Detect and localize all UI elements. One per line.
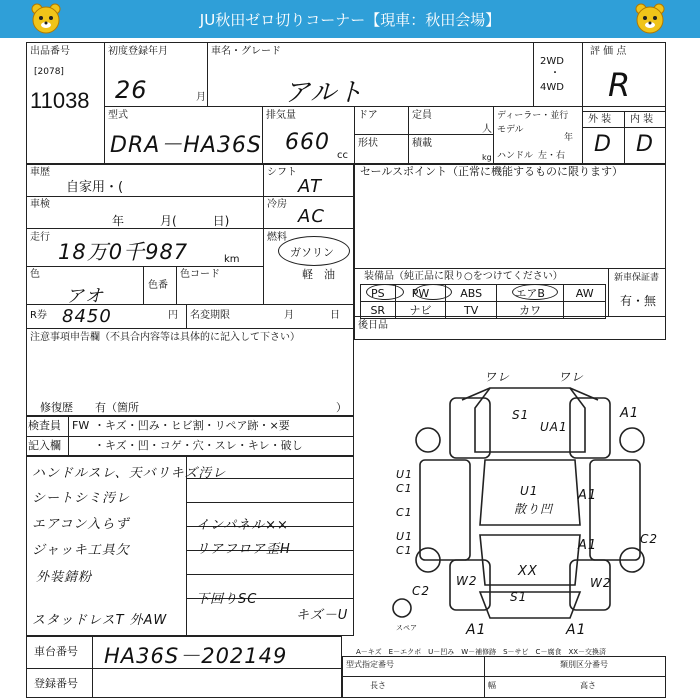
first-registration-year: 26 [115, 76, 148, 104]
new-warranty-value: 有・無 [620, 294, 657, 308]
note-line-5: 外装錆粉 [36, 570, 93, 585]
check-row-1: ・キズ・凹み・ヒビ割・リペア跡・×要 [94, 419, 290, 432]
note-line-2: シートシミ汚レ [32, 491, 131, 506]
registration-number-label: 登録番号 [34, 677, 78, 690]
mark-c2-left: C2 [412, 584, 431, 598]
mark-right-a1b: A1 [578, 538, 598, 553]
load-label: 積載 [412, 138, 432, 149]
equipment-aw: AW [564, 285, 606, 302]
note-line-6: スタッドレスT 外AW [32, 613, 168, 628]
color-label: 色 [30, 269, 40, 280]
wd-separator: ・ [550, 68, 560, 79]
aircon-value: AC [298, 206, 325, 227]
shift-label: シフト [267, 167, 297, 178]
inspector-label: 検査員 [28, 419, 61, 432]
interior-label: 内 装 [630, 114, 654, 125]
entry-label: 記入欄 [28, 439, 61, 452]
ps-circle-mark [366, 284, 404, 300]
model-code: DRA－HA36S [110, 133, 262, 158]
name-change-day: 日 [330, 310, 340, 321]
equipment-abs: ABS [446, 285, 497, 302]
mark-left-u1: U1 [396, 468, 414, 481]
equipment-leather: カワ [496, 302, 563, 319]
mark-w2-right: W2 [590, 576, 612, 590]
fuel-light-oil: 軽 油 [302, 268, 335, 281]
4wd-label: 4WD [540, 82, 564, 93]
width-label: 幅 [488, 681, 496, 690]
equipment-sr: SR [361, 302, 396, 319]
name-change-label: 名変期限 [190, 310, 230, 321]
mark-right-front: A1 [620, 406, 640, 421]
damage-legend: A－キズ E－エクボ U－凹み W－補修跡 S－サビ C－腐食 XX－交換済 [356, 648, 607, 656]
new-warranty-label: 新車保証書 [614, 273, 660, 283]
note-right-3: 下回りSC [196, 592, 258, 607]
model-label: 型式 [108, 110, 128, 121]
2wd-label: 2WD [540, 56, 564, 67]
equipment-tv: TV [446, 302, 497, 319]
note-line-3: エアコン入らず [32, 517, 130, 532]
equipment-airbag: エアB [496, 285, 563, 302]
sales-point-label: セールスポイント（正常に機能するものに限ります） [360, 165, 624, 178]
shift-value: AT [298, 176, 322, 197]
mark-bottom-s1: S1 [510, 590, 528, 604]
mark-w2-left: W2 [456, 574, 478, 588]
door-label: ドア [358, 110, 378, 121]
exterior-grade: D [594, 132, 612, 157]
dealer-label: ディーラー・並行 [497, 111, 569, 121]
history-value: 自家用・( [66, 180, 124, 195]
header-banner [0, 0, 700, 38]
mark-top-right: ワレ [558, 370, 585, 384]
equipment-label: 装備品（純正品に限り○をつけてください） [364, 271, 563, 282]
mileage-value: 18万0千987 [58, 240, 189, 264]
length-label: 長さ [370, 681, 386, 690]
mark-top-left: ワレ [484, 370, 511, 384]
check-row-2: ・キズ・凹・コゲ・穴・スレ・キレ・破し [94, 439, 303, 452]
aircon-label: 冷房 [267, 199, 287, 210]
car-name: アルト [284, 78, 364, 108]
spare-label: スペア [396, 624, 417, 632]
handle-label: ハンドル [497, 151, 534, 161]
mark-roof-cut: 散り凹 [514, 502, 554, 516]
note-right-4: キズ－U [296, 608, 349, 623]
mark-bottom-a1: A1 [466, 622, 487, 638]
pw-circle-mark [414, 284, 452, 300]
fuel-gasoline: ガソリン [290, 246, 334, 259]
note-right-2: リアフロア歪H [196, 542, 291, 557]
class-number-label: 類別区分番号 [560, 660, 608, 669]
item-number-small: [2078] [34, 67, 64, 77]
frame-number-label: 車台番号 [34, 645, 78, 658]
note-line-4: ジャッキ工具欠 [32, 543, 130, 558]
inspection-label: 車検 [30, 199, 50, 210]
model-year-label: モデル [497, 125, 524, 135]
interior-grade: D [636, 132, 654, 157]
first-registration-label: 初度登録年月 [108, 46, 168, 57]
note-right-1: インパネル×× [196, 518, 289, 533]
month-unit: 月 [196, 92, 206, 103]
fw-label: FW [72, 419, 90, 432]
displacement-value: 660 [285, 130, 330, 155]
type-designation-label: 型式指定番号 [346, 660, 394, 669]
color-value: アオ [66, 286, 104, 307]
notes-label: 注意事項申告欄（不具合内容等は具体的に記入して下さい） [30, 332, 300, 343]
yen-unit: 円 [168, 310, 178, 321]
kg-unit: kg [482, 153, 492, 162]
color-no-label: 色番 [148, 280, 168, 291]
bear-mascot-icon [634, 2, 666, 34]
shape-label: 形状 [358, 138, 378, 149]
mark-roof-u1: U1 [520, 484, 539, 498]
equipment-ps: PS [361, 285, 396, 302]
note-line-1: ハンドルスレ、天バリキズ汚レ [32, 466, 227, 481]
gasoline-circle-mark [278, 236, 350, 266]
color-code-label: 色コード [180, 269, 220, 280]
recycle-label: R券 [30, 310, 47, 321]
rear-items-label: 後日品 [358, 320, 388, 331]
km-unit: km [224, 254, 240, 265]
frame-number: HA36S－202149 [104, 644, 288, 668]
cc-unit: cc [337, 150, 348, 161]
mark-hood-ua: UA1 [540, 420, 568, 434]
person-unit: 人 [482, 124, 492, 135]
rating-value: R [608, 66, 632, 104]
mark-left-c1c: C1 [396, 544, 413, 557]
car-name-label: 車名・グレード [211, 46, 281, 57]
mark-right-c2: C2 [640, 532, 659, 546]
fuel-label: 燃料 [267, 232, 287, 243]
capacity-label: 定員 [412, 110, 432, 121]
mark-trunk-xx: XX [518, 564, 538, 579]
inspection-date: 年 月( 日) [112, 214, 230, 228]
item-number-label: 出品番号 [30, 46, 70, 57]
item-number: 11038 [30, 88, 90, 113]
name-change-month: 月 [284, 310, 294, 321]
mileage-label: 走行 [30, 232, 50, 243]
history-label: 車歴 [30, 167, 50, 178]
equipment-navi: ナビ [395, 302, 446, 319]
mark-bottom-a1b: A1 [566, 622, 587, 638]
mark-left-u1b: U1 [396, 530, 414, 543]
mark-left-c1b: C1 [396, 506, 413, 519]
repair-history-label: 修復歴 有（箇所 [40, 401, 139, 414]
rating-label: 評 価 点 [590, 46, 627, 57]
year-unit: 年 [564, 133, 574, 143]
recycle-value: 8450 [62, 306, 112, 327]
mark-hood-s: S1 [512, 408, 530, 422]
height-label: 高さ [580, 681, 596, 690]
exterior-label: 外 装 [588, 114, 612, 125]
equipment-pw: PW [395, 285, 446, 302]
displacement-label: 排気量 [266, 110, 296, 121]
handle-side: 左・右 [538, 151, 566, 161]
repair-history-close: ） [336, 401, 347, 414]
airbag-circle-mark [512, 284, 558, 300]
mark-right-a1: A1 [578, 488, 598, 503]
page-title: JU秋田ゼロ切りコーナー【現車：秋田会場】 [199, 11, 501, 29]
mark-left-c1: C1 [396, 482, 413, 495]
